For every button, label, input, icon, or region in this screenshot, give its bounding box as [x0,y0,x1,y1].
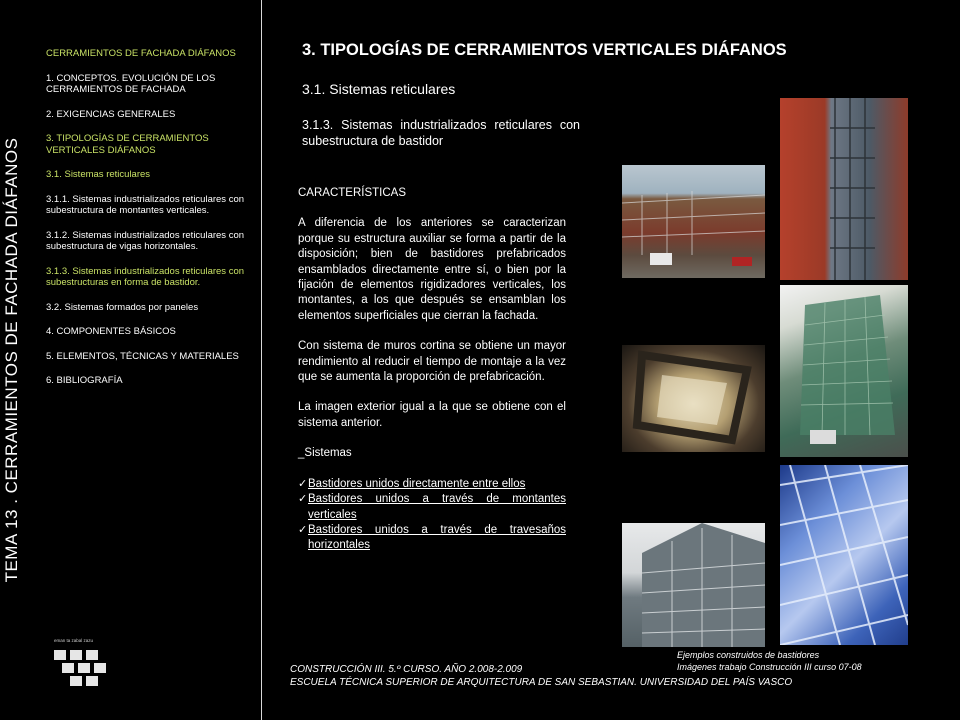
footer-line-2: ESCUELA TÉCNICA SUPERIOR DE ARQUITECTURA DE SAN SEBASTIAN. UNIVERSIDAD DEL PAÍS VASCO [290,677,793,688]
paragraph-1: A diferencia de los anteriores se caracterizan porque su estructura auxiliar se forma a partir de la disposición; bien de bastidores prefabricados ensamblados directamente entre sí, o bien por la fijación de elementos rigidizadores verticales, los montantes, a los que después se ensamblan los elementos superficiales que cierran la fachada. [298,217,566,322]
sidebar-item-6[interactable]: 3.1.2. Sistemas industrializados reticulares con subestructura de vigas horizontales. [46,229,245,252]
photo-brick-building-street [622,165,765,278]
body-text [298,186,566,554]
sidebar-item-2[interactable]: 2. EXIGENCIAS GENERALES [46,108,176,120]
characteristics-heading: CARACTERÍSTICAS [298,187,406,199]
photo-glass-skylight [622,345,765,452]
system-item-label: Bastidores unidos a través de travesaños horizontales [308,523,566,552]
logo-motto: eman ta zabal zazu [54,638,94,643]
sidebar-item-5[interactable]: 3.1.1. Sistemas industrializados reticulares con subestructura de montantes verticales. [46,193,245,216]
university-logo [52,636,112,690]
sidebar-item-10[interactable]: 5. ELEMENTOS, TÉCNICAS Y MATERIALES [46,350,239,362]
caption-line-2: Imágenes trabajo Construcción III curso 07-08 [677,662,862,672]
sidebar-item-3[interactable]: 3. TIPOLOGÍAS DE CERRAMIENTOS VERTICALES DIÁFANOS [46,133,209,156]
checkmark-icon: ✓ [298,477,308,490]
sidebar-item-4[interactable]: 3.1. Sistemas reticulares [46,169,151,180]
systems-list [298,477,566,554]
system-item-label: Bastidores unidos directamente entre ellos [308,477,526,490]
sidebar-item-1[interactable]: 1. CONCEPTOS. EVOLUCIÓN DE LOS CERRAMIENTOS DE FACHADA [46,72,216,95]
sidebar-item-8[interactable]: 3.2. Sistemas formados por paneles [46,301,199,313]
sidebar-item-11[interactable]: 6. BIBLIOGRAFÍA [46,375,123,386]
sidebar-divider [261,0,262,720]
checkmark-icon: ✓ [298,493,308,506]
sidebar-nav [46,48,256,400]
footer-line-1: CONSTRUCCIÓN III. 5.º CURSO. AÑO 2.008-2.009 [290,664,523,675]
paragraph-2: Con sistema de muros cortina se obtiene un mayor rendimiento al reducir el tiempo de montaje a la vez que se aumenta la proporción de prefabricación. [298,340,566,384]
photo-green-glass-tower [780,285,908,457]
paragraph-3: La imagen exterior igual a la que se obtiene con el sistema anterior. [298,401,566,429]
sidebar-item-7[interactable]: 3.1.3. Sistemas industrializados reticulares con subestructuras en forma de bastidor. [46,265,245,288]
sidebar-item-0[interactable]: CERRAMIENTOS DE FACHADA DIÁFANOS [46,48,236,59]
photo-glass-building-corner [622,523,765,647]
systems-heading: _Sistemas [298,447,352,460]
section-subtitle: 3.1. Sistemas reticulares [302,81,456,97]
sidebar-item-9[interactable]: 4. COMPONENTES BÁSICOS [46,326,176,337]
page-footer [290,663,792,689]
system-item-2[interactable] [298,523,566,554]
subsection-title: 3.1.3. Sistemas industrializados reticulares con subestructura de bastidor [302,118,580,148]
caption-line-1: Ejemplos construidos de bastidores [677,650,820,660]
system-item-label: Bastidores unidos a través de montantes verticales [308,493,566,521]
photo-blue-glass-grid [780,465,908,645]
system-item-0[interactable] [298,477,566,492]
system-item-1[interactable] [298,492,566,523]
photo-facade-vertical [780,98,908,280]
vertical-title-text: TEMA 13 . CERRAMIENTOS DE FACHADA DIÁFANOS [2,137,21,583]
page-title: 3. TIPOLOGÍAS DE CERRAMIENTOS VERTICALES DIÁFANOS [302,41,787,59]
checkmark-icon: ✓ [298,523,308,536]
